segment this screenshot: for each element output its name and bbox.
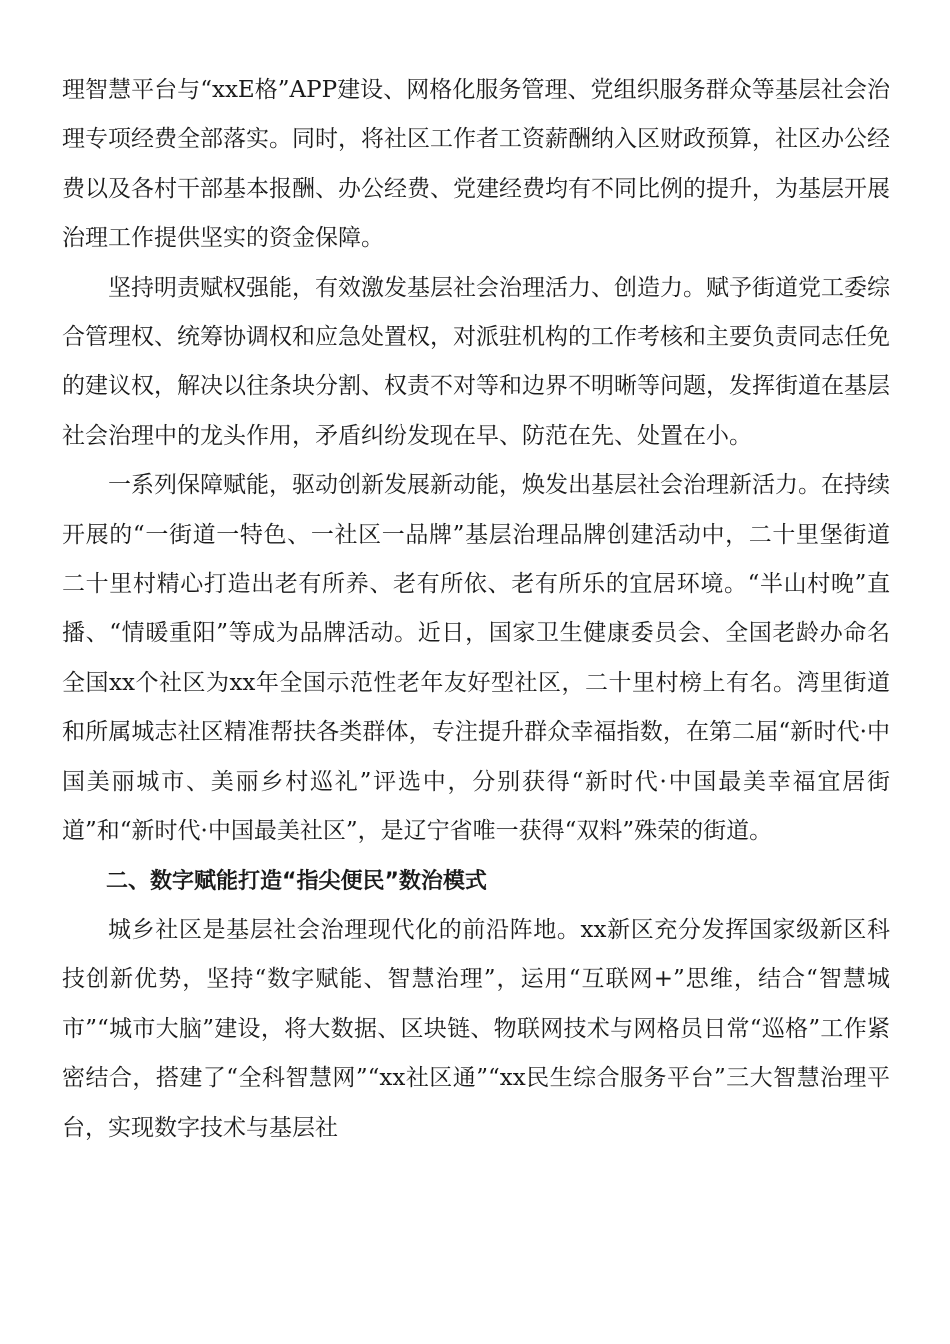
paragraph-continued: 理智慧平台与“xxE格”APP建设、网格化服务管理、党组织服务群众等基层社会治理专项经费全部落实。同时，将社区工作者工资薪酬纳入区财政预算，社区办公经费以及各村干部基本报酬、办公经费、党建经费均有不同比例的提升，为基层开展治理工作提供坚实的资金保障。 bbox=[62, 77, 890, 252]
paragraph-empowerment: 坚持明责赋权强能，有效激发基层社会治理活力、创造力。赋予街道党工委综合管理权、统筹协调权和应急处置权，对派驻机构的工作考核和主要负责同志任免的建议权，解决以往条块分割、权责不对等和边界不明晰等问题，发挥街道在基层社会治理中的龙头作用，矛盾纠纷发现在早、防范在先、处置在小。 bbox=[62, 274, 890, 449]
document-page bbox=[62, 66, 890, 1153]
paragraph-guarantee: 一系列保障赋能，驱动创新发展新动能，焕发出基层社会治理新活力。在持续开展的“一街道一特色、一社区一品牌”基层治理品牌创建活动中，二十里堡街道二十里村精心打造出老有所养、老有所依、老有所乐的宜居环境。“半山村晚”直播、“情暖重阳”等成为品牌活动。近日，国家卫生健康委员会、全国老龄办命名全国xx个社区为xx年全国示范性老年友好型社区，二十里村榜上有名。湾里街道和所属城志社区精准帮扶各类群体，专注提升群众幸福指数，在第二届“新时代·中国美丽城市、美丽乡村巡礼”评选中，分别获得“新时代·中国最美幸福宜居街道”和“新时代·中国最美社区”，是辽宁省唯一获得“双料”殊荣的街道。 bbox=[62, 472, 890, 845]
section-heading: 二、数字赋能打造“指尖便民”数治模式 bbox=[106, 868, 487, 894]
paragraph-digital: 城乡社区是基层社会治理现代化的前沿阵地。xx新区充分发挥国家级新区科技创新优势，坚持“数字赋能、智慧治理”，运用“互联网+”思维，结合“智慧城市”“城市大脑”建设，将大数据、区块链、物联网技术与网格员日常“巡格”工作紧密结合，搭建了“全科智慧网”“xx社区通”“xx民生综合服务平台”三大智慧治理平台，实现数字技术与基层社 bbox=[62, 916, 890, 1141]
